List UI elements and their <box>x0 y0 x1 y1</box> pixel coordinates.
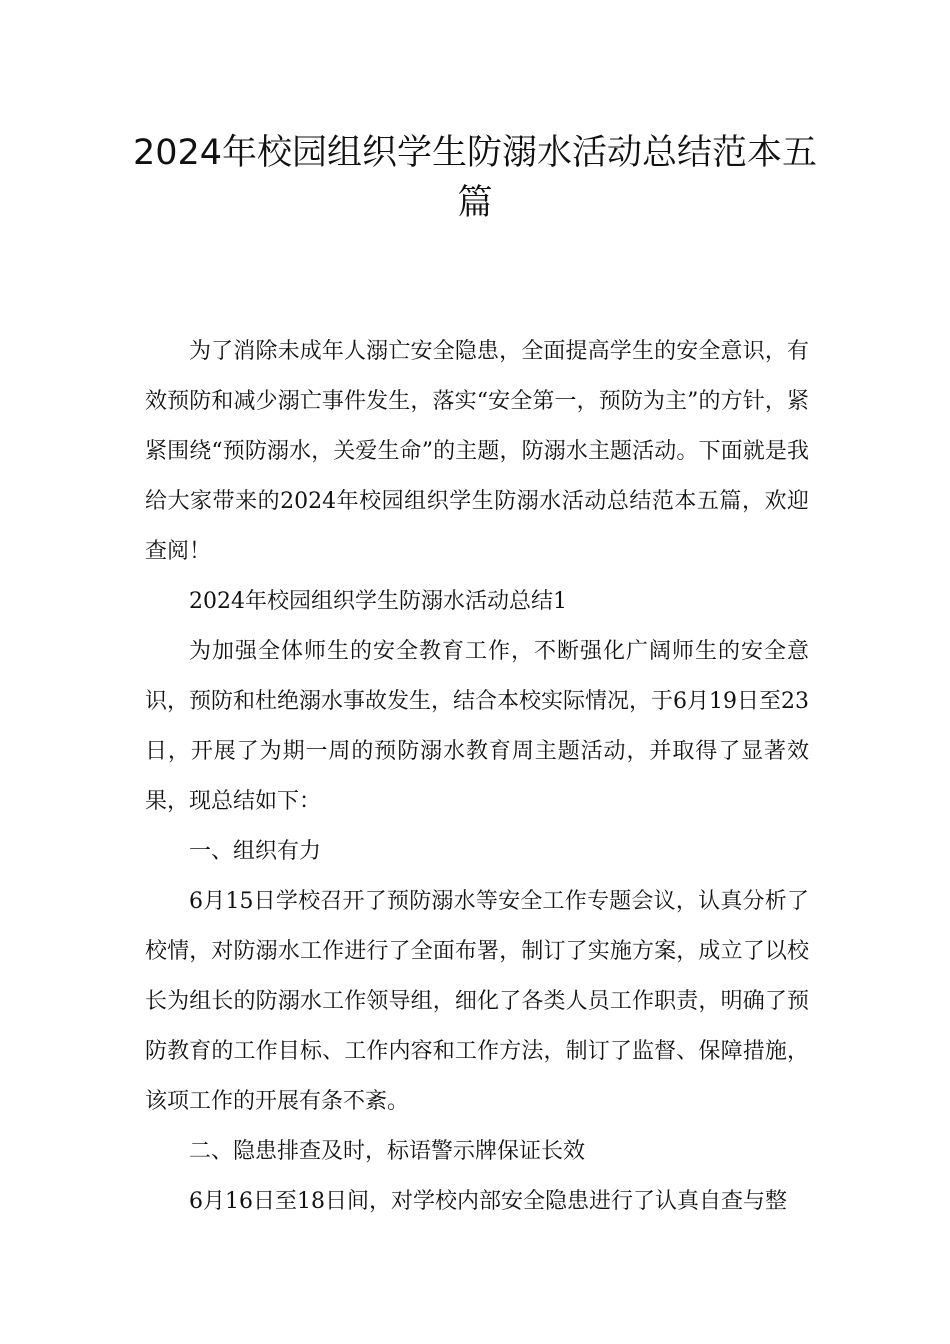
body-paragraph: 6月15日学校召开了预防溺水等安全工作专题会议，认真分析了校情，对防溺水工作进行了全面布署，制订了实施方案，成立了以校长为组长的防溺水工作领导组，细化了各类人员工作职责，明确了预防教育的工作目标、工作内容和工作方法，制订了监督、保障措施，该项工作的开展有条不紊。 <box>145 889 809 1114</box>
body-paragraph: 6月16日至18日间，对学校内部安全隐患进行了认真自查与整 <box>189 1189 787 1214</box>
section-title-1: 2024年校园组织学生防溺水活动总结1 <box>189 589 567 614</box>
subheading-hazard-check: 二、隐患排查及时，标语警示牌保证长效 <box>189 1139 586 1164</box>
document-body <box>145 327 809 1227</box>
subheading-organization: 一、组织有力 <box>189 839 322 864</box>
intro-paragraph: 为了消除未成年人溺亡安全隐患，全面提高学生的安全意识，有效预防和减少溺亡事件发生，落实“安全第一，预防为主”的方针，紧紧围绕“预防溺水，关爱生命”的主题，防溺水主题活动。下面就是我给大家带来的2024年校园组织学生防溺水活动总结范本五篇，欢迎查阅！ <box>145 339 809 564</box>
document-title: 2024年校园组织学生防溺水活动总结范本五篇 <box>132 133 818 223</box>
body-paragraph: 为加强全体师生的安全教育工作，不断强化广阔师生的安全意识，预防和杜绝溺水事故发生，结合本校实际情况，于6月19日至23日，开展了为期一周的预防溺水教育周主题活动，并取得了显著效果，现总结如下： <box>145 639 809 814</box>
